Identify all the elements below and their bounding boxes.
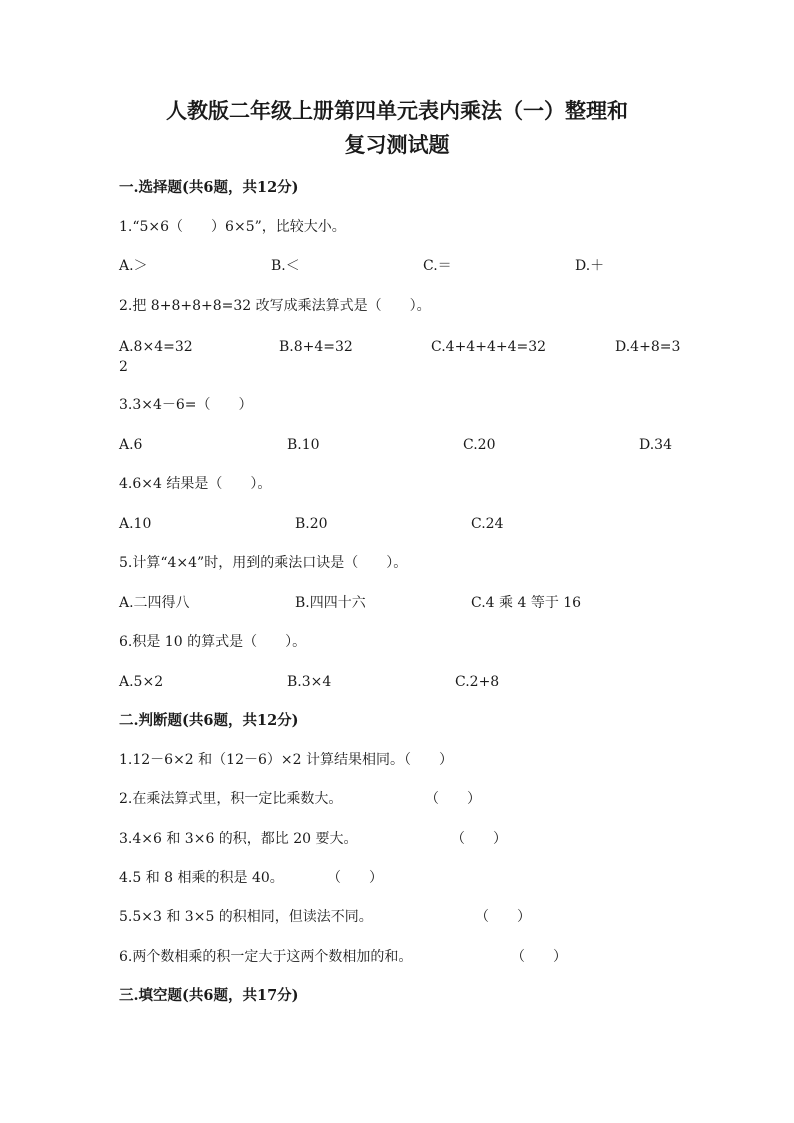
answer-parentheses: （ ） <box>451 831 507 847</box>
option-d-wrap: 2 <box>119 359 128 375</box>
option-b: B.20 <box>295 516 328 532</box>
option-a: A.5×2 <box>119 674 164 690</box>
option-b: B.四四十六 <box>295 595 366 611</box>
option-a: A.10 <box>119 516 152 532</box>
question-text: 5.计算“4×4”时，用到的乘法口诀是（ ）。 <box>119 555 408 571</box>
option-c: C.24 <box>471 516 504 532</box>
answer-parentheses: （ ） <box>425 791 481 807</box>
section-heading-fill-blank: 三.填空题(共6题，共17分) <box>119 987 299 1004</box>
question-text: 2.把 8+8+8+8=32 改写成乘法算式是（ ）。 <box>119 298 431 314</box>
option-d: D.34 <box>639 437 672 453</box>
section-heading-judgment: 二.判断题(共6题，共12分) <box>119 712 299 729</box>
option-c: C.4+4+4+4=32 <box>431 339 547 355</box>
option-d: D.4+8=3 <box>615 339 681 355</box>
answer-parentheses: （ ） <box>327 870 383 886</box>
question-text: 5.5×3 和 3×5 的积相同，但读法不同。 <box>119 909 373 925</box>
question-text: 6.积是 10 的算式是（ ）。 <box>119 634 307 650</box>
question-text: 1.12－6×2 和（12－6）×2 计算结果相同。（ ） <box>119 752 453 768</box>
question-text: 1.“5×6（ ）6×5”，比较大小。 <box>119 219 346 235</box>
option-d: D.＋ <box>575 258 605 274</box>
option-b: B.＜ <box>271 258 300 274</box>
option-a: A.8×4=32 <box>119 339 193 355</box>
option-c: C.20 <box>463 437 496 453</box>
question-text: 4.5 和 8 相乘的积是 40。 <box>119 870 284 886</box>
question-text: 3.4×6 和 3×6 的积，都比 20 要大。 <box>119 831 358 847</box>
question-text: 2.在乘法算式里，积一定比乘数大。 <box>119 791 343 807</box>
option-c: C.4 乘 4 等于 16 <box>471 595 582 611</box>
document-title-line1: 人教版二年级上册第四单元表内乘法（一）整理和 <box>166 98 628 123</box>
answer-parentheses: （ ） <box>511 949 567 965</box>
option-c: C.＝ <box>423 258 452 274</box>
option-b: B.8+4=32 <box>279 339 353 355</box>
option-c: C.2+8 <box>455 674 500 690</box>
option-a: A.＞ <box>119 258 148 274</box>
question-text: 4.6×4 结果是（ ）。 <box>119 476 272 492</box>
question-text: 3.3×4－6=（ ） <box>119 397 253 413</box>
answer-parentheses: （ ） <box>475 909 531 925</box>
option-b: B.10 <box>287 437 320 453</box>
option-a: A.二四得八 <box>119 595 190 611</box>
option-b: B.3×4 <box>287 674 332 690</box>
option-a: A.6 <box>119 437 143 453</box>
document-title-line2: 复习测试题 <box>344 132 450 157</box>
section-heading-choice: 一.选择题(共6题，共12分) <box>119 179 299 196</box>
question-text: 6.两个数相乘的积一定大于这两个数相加的和。 <box>119 949 413 965</box>
